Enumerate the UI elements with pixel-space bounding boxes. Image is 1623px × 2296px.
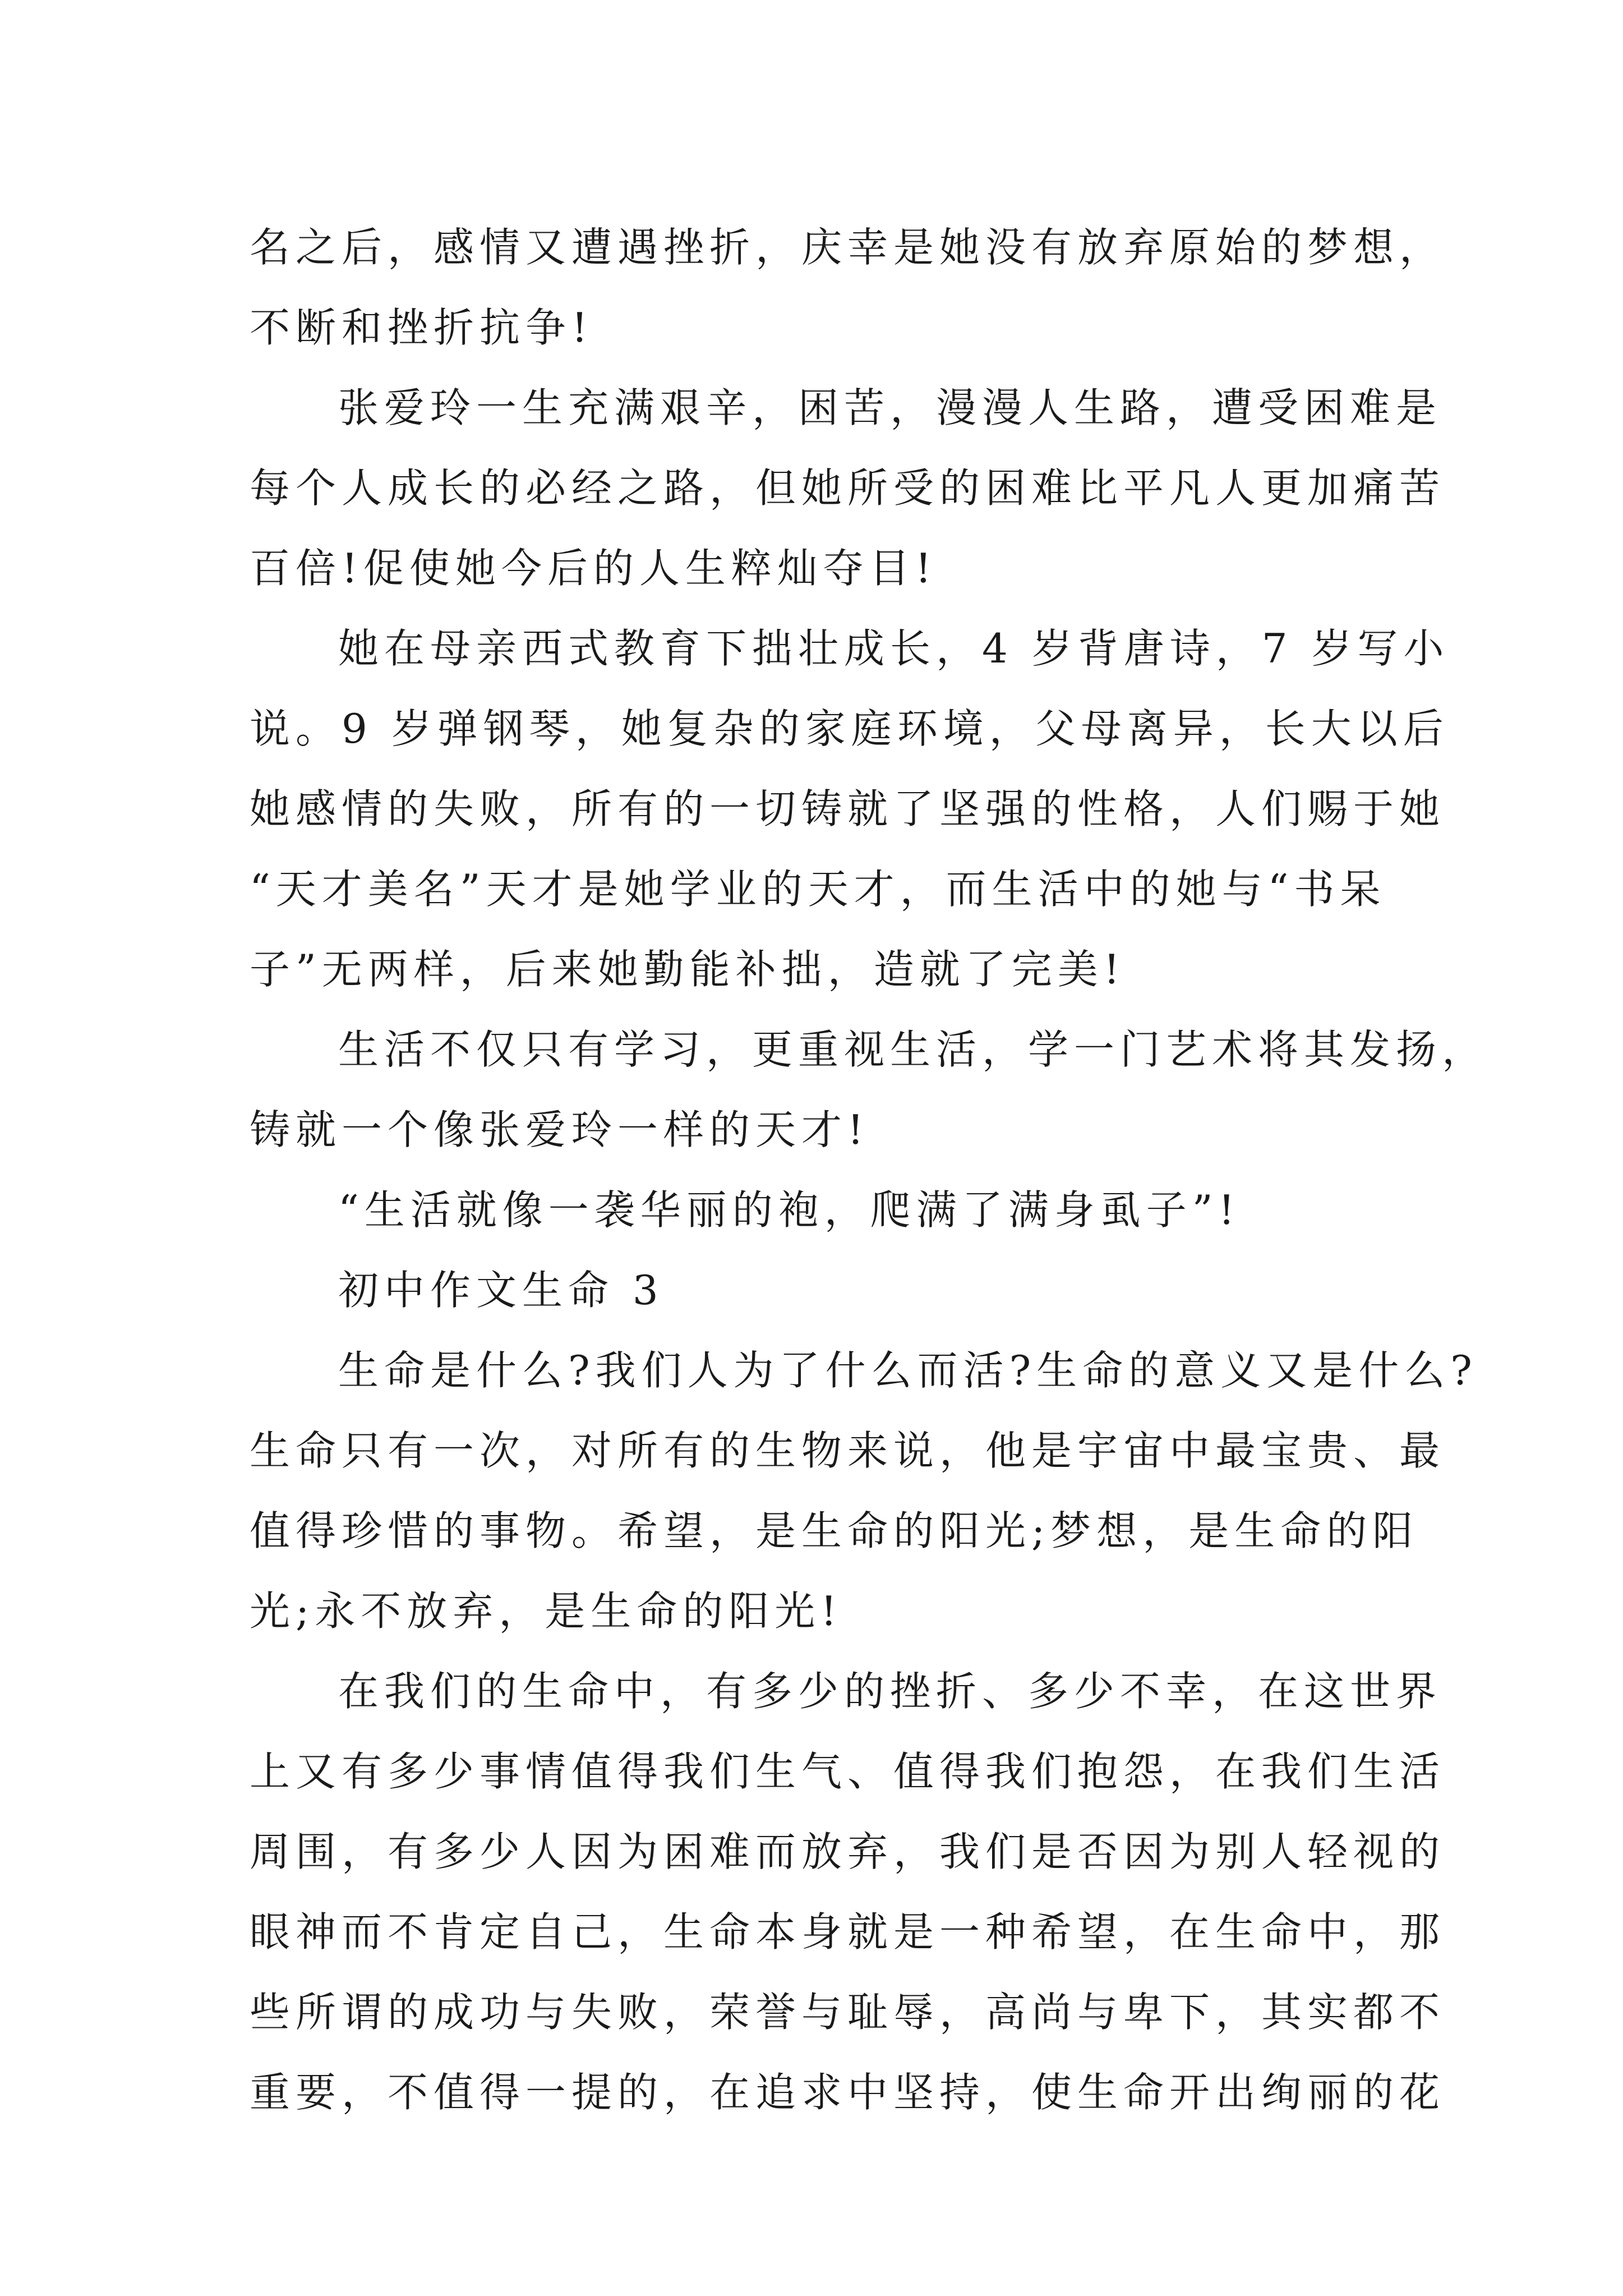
paragraph-start-line: 生命是什么?我们人为了什么而活?生命的意义又是什么? [338,1347,1478,1394]
paragraph-start-line: 张爱玲一生充满艰辛，困苦，漫漫人生路，遭受困难是 [338,384,1442,431]
text-line: 值得珍惜的事物。希望，是生命的阳光;梦想，是生命的阳 [250,1507,1419,1554]
text-line: 周围，有多少人因为困难而放弃，我们是否因为别人轻视的 [250,1828,1446,1875]
text-line: 说。9 岁弹钢琴，她复杂的家庭环境，父母离异，长大以后 [250,705,1449,752]
text-line: “天才美名”天才是她学业的天才，而生活中的她与“书呆 [250,866,1386,913]
text-line: 铸就一个像张爱玲一样的天才! [250,1106,869,1153]
text-line: 生命只有一次，对所有的生物来说，他是宇宙中最宝贵、最 [250,1427,1446,1474]
text-line: 每个人成长的必经之路，但她所受的困难比平凡人更加痛苦 [250,464,1446,512]
text-line: 她感情的失败，所有的一切铸就了坚强的性格，人们赐于她 [250,785,1446,832]
paragraph-start-line: 生活不仅只有学习，更重视生活，学一门艺术将其发扬， [338,1026,1488,1073]
paragraph-start-line: 她在母亲西式教育下拙壮成长，4 岁背唐诗，7 岁写小 [338,625,1450,672]
text-line: 百倍!促使她今后的人生粹灿夺目! [250,545,937,592]
section-heading: 初中作文生命 3 [338,1267,664,1314]
paragraph-start-line: 在我们的生命中，有多少的挫折、多少不幸，在这世界 [338,1668,1442,1715]
text-line: 上又有多少事情值得我们生气、值得我们抱怨，在我们生活 [250,1748,1446,1795]
document-body [250,208,1488,2133]
text-line: 眼神而不肯定自己，生命本身就是一种希望，在生命中，那 [250,1908,1446,1955]
text-line: 名之后，感情又遭遇挫折，庆幸是她没有放弃原始的梦想， [250,224,1446,271]
text-line: 光;永不放弃，是生命的阳光! [250,1588,843,1635]
text-line: 不断和挫折抗争! [250,304,593,351]
text-line: 些所谓的成功与失败，荣誉与耻辱，高尚与卑下，其实都不 [250,1989,1446,2036]
text-line: 子”无两样，后来她勤能补拙，造就了完美! [250,946,1126,993]
text-line: 重要，不值得一提的，在追求中坚持，使生命开出绚丽的花 [250,2069,1446,2116]
quote-line: “生活就像一袭华丽的袍，爬满了满身虱子”! [338,1186,1241,1234]
